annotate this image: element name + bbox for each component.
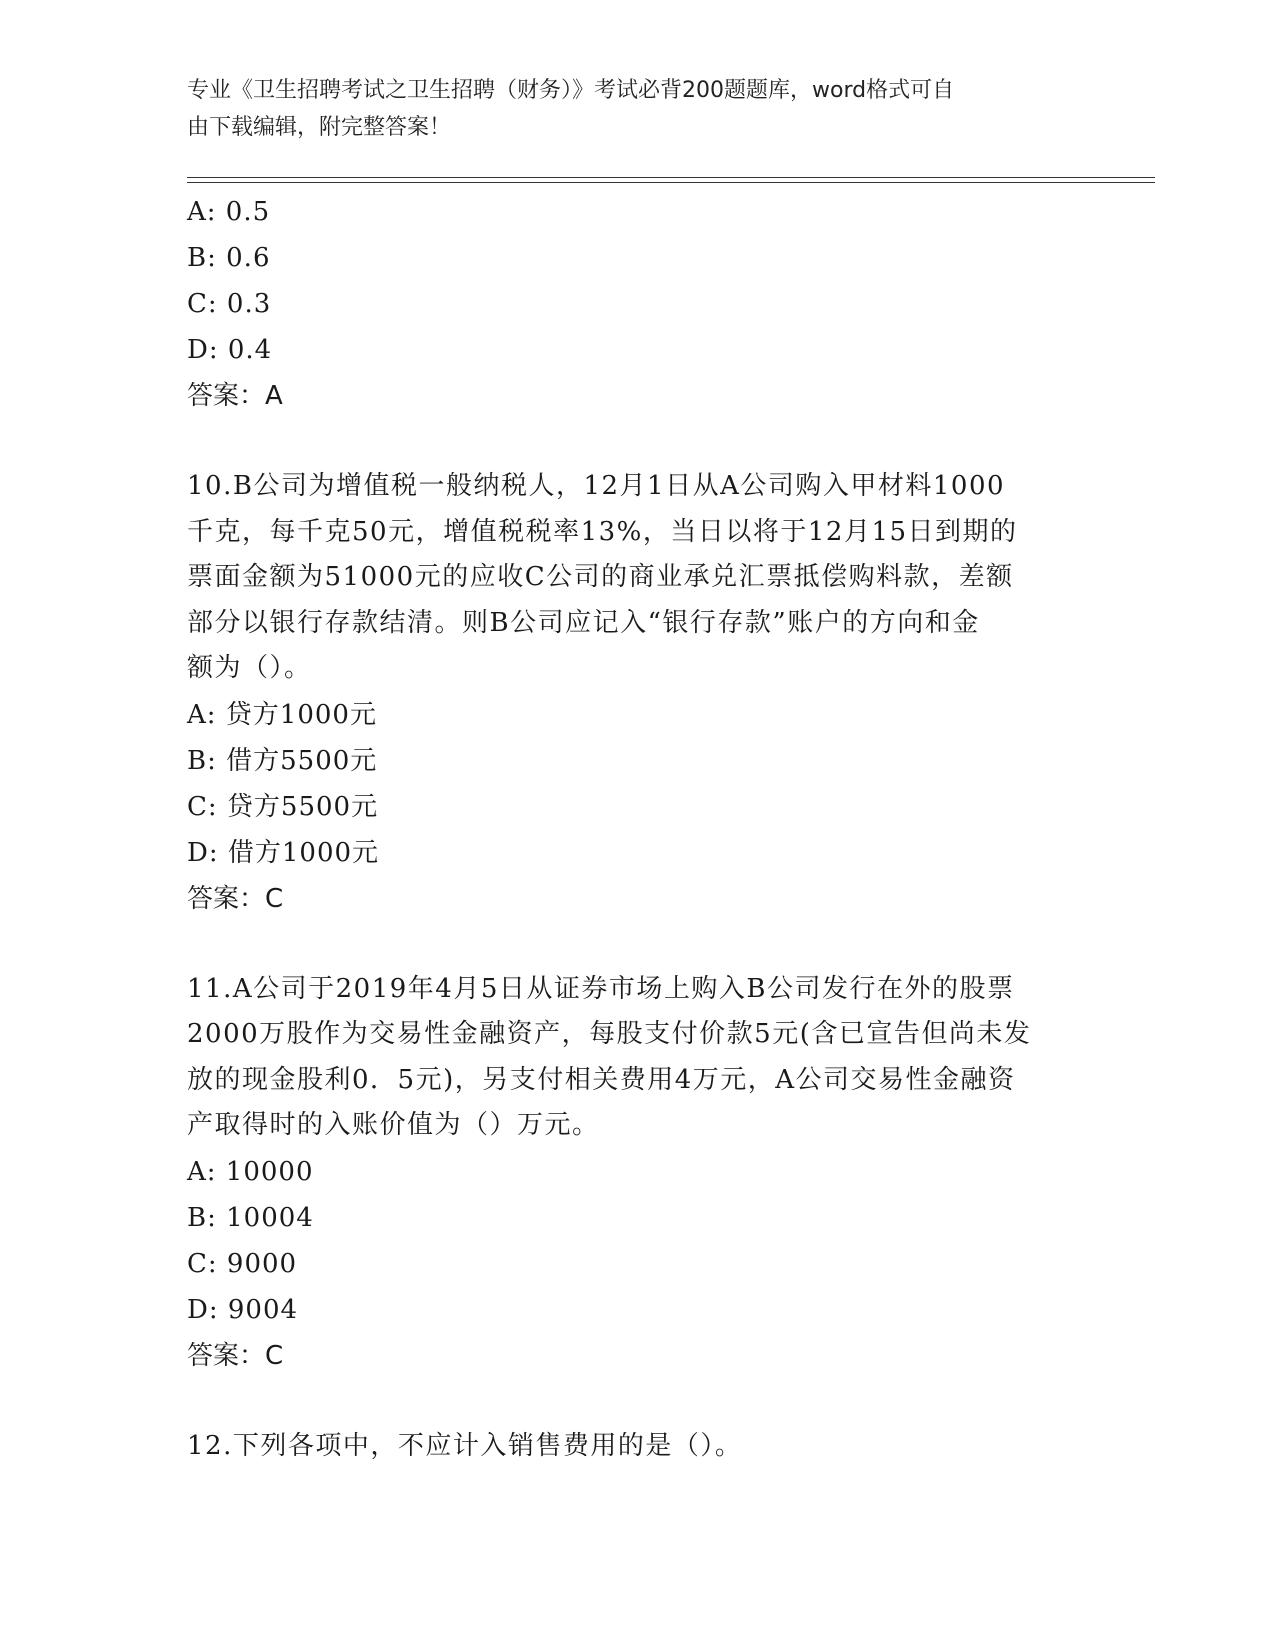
question-text-line: 11.A公司于2019年4月5日从证券市场上购入B公司发行在外的股票 <box>187 973 1015 1004</box>
question-text-line: 2000万股作为交易性金融资产，每股支付价款5元(含已宣告但尚未发 <box>187 1019 1032 1049</box>
answer-label: 答案：C <box>187 883 284 914</box>
question-12 <box>187 1424 1087 1470</box>
question-11-options <box>187 1149 1087 1379</box>
question-10-options <box>187 692 1087 922</box>
option-c: C: 贷方5500元 <box>187 791 379 822</box>
question-text-line: 12.下列各项中，不应计入销售费用的是（）。 <box>187 1430 743 1461</box>
option-d: D: 借方1000元 <box>187 837 380 868</box>
question-text-line: 10.B公司为增值税一般纳税人，12月1日从A公司购入甲材料1000 <box>187 471 1006 501</box>
answer-label: 答案：A <box>187 381 283 411</box>
header-title-line-2: 由下载编辑，附完整答案！ <box>187 115 452 140</box>
option-b: B: 10004 <box>187 1202 314 1233</box>
question-text-line: 放的现金股利0．5元)，另支付相关费用4万元，A公司交易性金融资 <box>187 1064 1016 1095</box>
question-10 <box>187 464 1087 692</box>
option-c: C: 9000 <box>187 1248 298 1279</box>
question-text-line: 票面金额为51000元的应收C公司的商业承兑汇票抵偿购料款，差额 <box>187 562 1014 592</box>
option-d: D: 9004 <box>187 1294 299 1325</box>
header-divider-bottom <box>187 182 1155 183</box>
question-text-line: 部分以银行存款结清。则B公司应记入“银行存款”账户的方向和金 <box>187 607 980 638</box>
option-a: A: 贷方1000元 <box>187 699 377 730</box>
option-a: A: 0.5 <box>187 197 271 227</box>
header-divider-top <box>187 177 1155 178</box>
question-text-line: 额为（）。 <box>187 653 312 683</box>
option-d: D: 0.4 <box>187 335 273 365</box>
option-b: B: 借方5500元 <box>187 745 378 776</box>
header-title-line-1: 专业《卫生招聘考试之卫生招聘（财务）》考试必背200题题库，word格式可自 <box>187 78 955 103</box>
question-9-options <box>187 189 1087 419</box>
option-c: C: 0.3 <box>187 289 272 319</box>
option-a: A: 10000 <box>187 1156 314 1187</box>
option-b: B: 0.6 <box>187 243 271 273</box>
question-11 <box>187 967 1087 1149</box>
document-header <box>187 72 1067 146</box>
question-text-line: 产取得时的入账价值为（）万元。 <box>187 1110 600 1140</box>
question-text-line: 千克，每千克50元，增值税税率13%，当日以将于12月15日到期的 <box>187 516 1018 547</box>
document-body <box>187 189 1087 1469</box>
answer-label: 答案：C <box>187 1340 284 1371</box>
